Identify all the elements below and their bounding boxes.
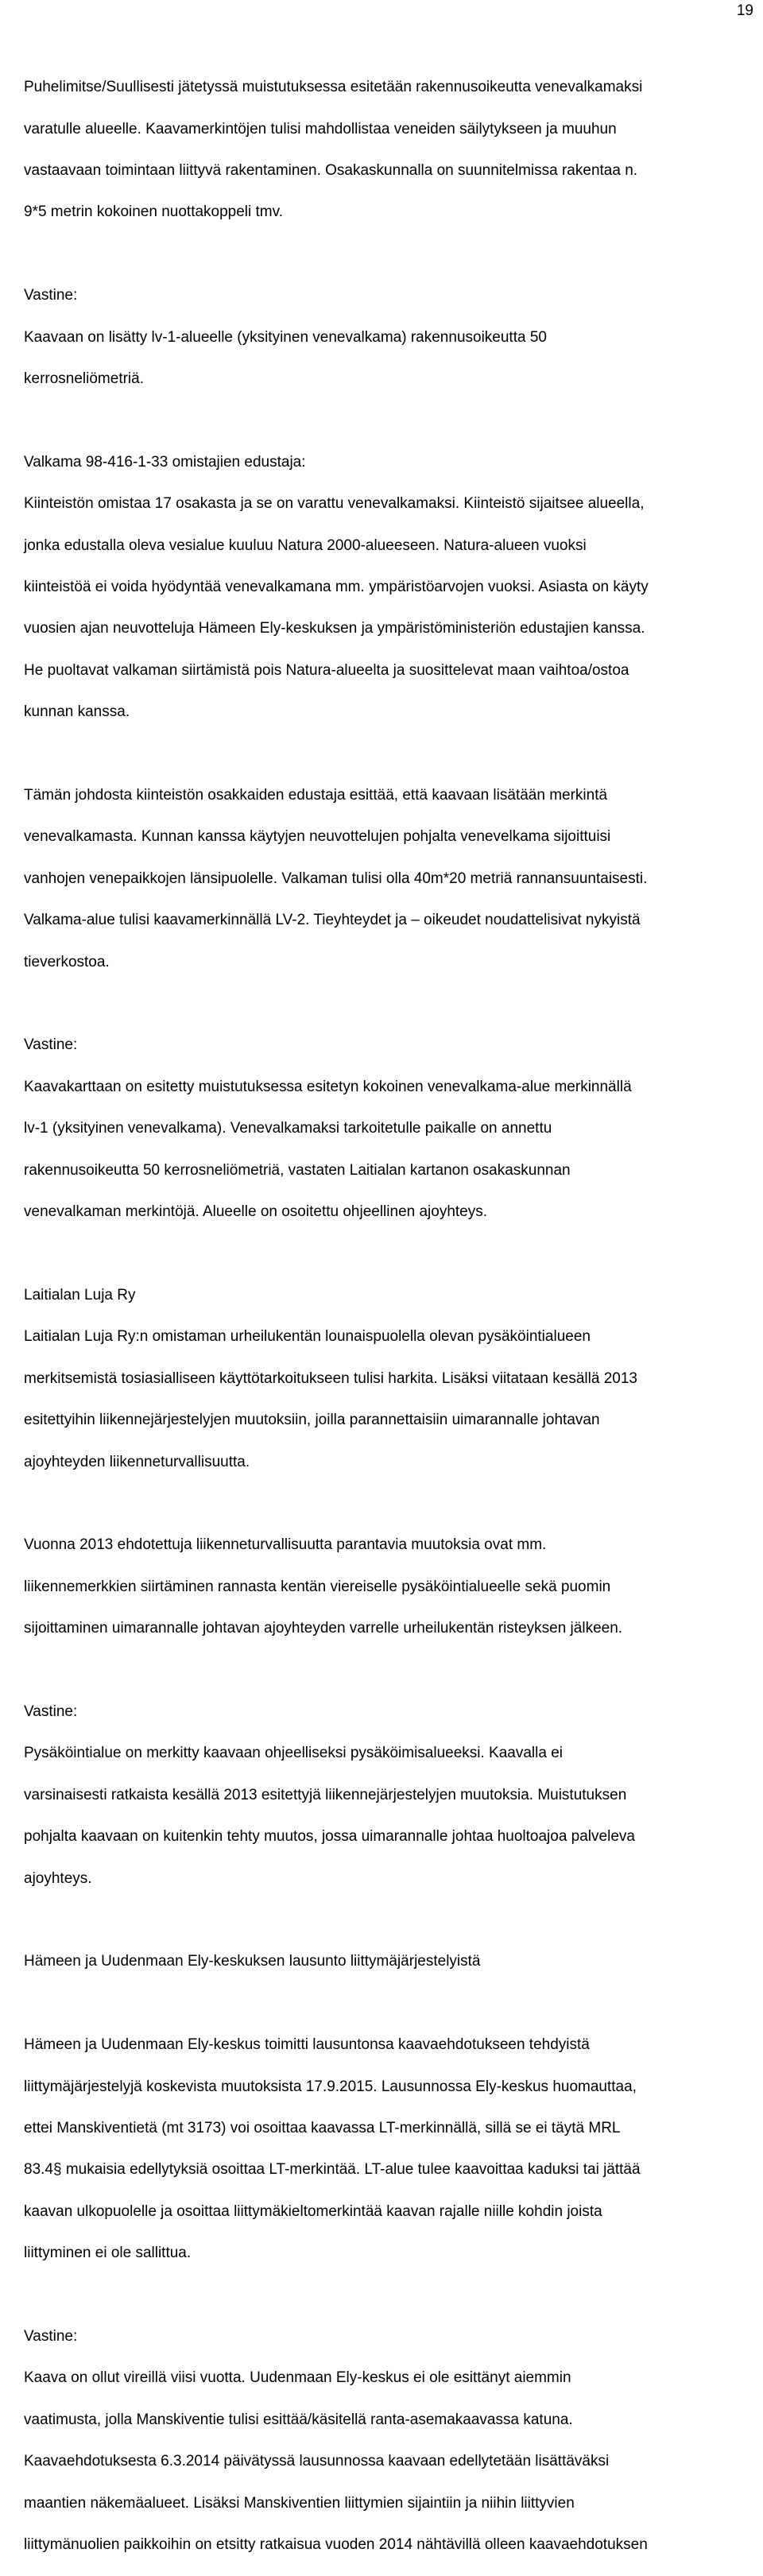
text-line: pohjalta kaavaan on kuitenkin tehty muutos, jossa uimarannalle johtaa huoltoajoa palveleva bbox=[24, 1828, 635, 1846]
text-line: 83.4§ mukaisia edellytyksiä osoittaa LT-merkintää. LT-alue tulee kaavoittaa kaduksi tai jättää bbox=[24, 2161, 641, 2179]
text-line: kaavan ulkopuolelle ja osoittaa liittymäkieltomerkintää kaavan rajalle niille kohdin joista bbox=[24, 2202, 602, 2220]
text-line: sijoittaminen uimarannalle johtavan ajoyhteyden varrelle urheilukentän risteyksen jälkeen. bbox=[24, 1620, 623, 1637]
paragraph-vastine-1 bbox=[24, 265, 752, 410]
text-line: liittyminen ei ole sallittua. bbox=[24, 2245, 192, 2262]
section-heading: Hämeen ja Uudenmaan Ely-keskuksen lausunto liittymäjärjestelyistä bbox=[24, 1953, 481, 1970]
text-line: liittymäjärjestelyjä koskevista muutoksista 17.9.2015. Lausunnossa Ely-keskus huomauttaa, bbox=[24, 2078, 637, 2095]
paragraph-liikenneturvallisuus bbox=[24, 1514, 752, 1660]
text-line: vanhojen venepaikkojen länsipuolelle. Valkaman tulisi olla 40m*20 metriä rannansuuntaisesti. bbox=[24, 870, 648, 887]
text-line: varatulle alueelle. Kaavamerkintöjen tulisi mahdollistaa veneiden säilytykseen ja muuhun bbox=[24, 120, 617, 138]
text-line: Vuonna 2013 ehdotettuja liikenneturvallisuutta parantavia muutoksia ovat mm. bbox=[24, 1536, 547, 1554]
page-number: 19 bbox=[736, 2, 753, 19]
text-line: venevalkaman merkintöjä. Alueelle on osoitettu ohjeellinen ajoyhteys. bbox=[24, 1203, 488, 1221]
text-line: merkitsemistä tosiasialliseen käyttötarkoitukseen tulisi harkita. Lisäksi viitataan kesällä 2013 bbox=[24, 1369, 637, 1387]
text-line: venevalkamasta. Kunnan kanssa käytyjen neuvottelujen pohjalta venevelkama sijoittuisi bbox=[24, 828, 611, 846]
text-line: Puhelimitse/Suullisesti jätetyssä muistutuksessa esitetään rakennusoikeutta venevalkamaksi bbox=[24, 79, 643, 96]
text-line: kiinteistöä ei voida hyödyntää venevalkamana mm. ympäristöarvojen vuoksi. Asiasta on käyty bbox=[24, 579, 649, 596]
text-line: jonka edustalla oleva vesialue kuuluu Natura 2000-alueeseen. Natura-alueen vuoksi bbox=[24, 537, 587, 554]
vastine-heading: Vastine: bbox=[24, 2327, 78, 2345]
paragraph-valkama-omistajat bbox=[24, 432, 752, 744]
text-line: Pysäköintialue on merkitty kaavaan ohjeelliseksi pysäköimisalueeksi. Kaavalla ei bbox=[24, 1745, 564, 1762]
paragraph-vastine-2 bbox=[24, 1014, 752, 1243]
text-line: vaatimusta, jolla Manskiventie tulisi esittää/käsitellä ranta-asemakaavassa katuna. bbox=[24, 2411, 573, 2428]
section-heading: Laitialan Luja Ry bbox=[24, 1286, 136, 1303]
text-line: 9*5 metrin kokoinen nuottakoppeli tmv. bbox=[24, 203, 283, 221]
text-line: Kaavakarttaan on esitetty muistutuksessa esitetyn kokoinen venevalkama-alue merkinnällä bbox=[24, 1078, 632, 1095]
text-line: ajoyhteyden liikenneturvallisuutta. bbox=[24, 1453, 250, 1470]
paragraph-laitialan-luja bbox=[24, 1265, 752, 1493]
paragraph-muistutus-puhelimitse bbox=[24, 56, 752, 244]
vastine-heading: Vastine: bbox=[24, 287, 78, 304]
vastine-heading: Vastine: bbox=[24, 1036, 78, 1054]
paragraph-vastine-4 bbox=[24, 2306, 752, 2576]
text-line: Kiinteistön omistaa 17 osakasta ja se on varattu venevalkamaksi. Kiinteistö sijaitsee alueella, bbox=[24, 495, 645, 513]
section-heading: Valkama 98-416-1-33 omistajien edustaja: bbox=[24, 453, 306, 471]
text-line: Hämeen ja Uudenmaan Ely-keskus toimitti lausuntonsa kaavaehdotukseen tehdyistä bbox=[24, 2036, 590, 2054]
paragraph-valkama-esitys bbox=[24, 765, 752, 994]
text-line: liikennemerkkien siirtäminen rannasta kentän viereiselle pysäköintialueelle sekä puomin bbox=[24, 1578, 611, 1595]
text-line: tieverkostoa. bbox=[24, 953, 110, 970]
paragraph-ely-lausunto bbox=[24, 2014, 752, 2285]
text-line: kerrosneliömetriä. bbox=[24, 370, 144, 388]
text-line: Valkama-alue tulisi kaavamerkinnällä LV-2. Tieyhteydet ja – oikeudet noudattelisivat nykyistä bbox=[24, 912, 641, 929]
paragraph-vastine-3 bbox=[24, 1681, 752, 1910]
text-line: varsinaisesti ratkaista kesällä 2013 esitettyjä liikennejärjestelyjen muutoksia. Muistutuksen bbox=[24, 1786, 627, 1803]
text-line: He puoltavat valkaman siirtämistä pois Natura-alueelta ja suosittelevat maan vaihtoa/ostoa bbox=[24, 661, 629, 679]
text-line: Kaava on ollut vireillä viisi vuotta. Uudenmaan Ely-keskus ei ole esittänyt aiemmin bbox=[24, 2369, 571, 2387]
document-body bbox=[24, 56, 752, 2576]
text-line: kunnan kanssa. bbox=[24, 703, 130, 721]
text-line: liittymänuolien paikkoihin on etsitty ratkaisua vuoden 2014 nähtävillä olleen kaavaehdotuksen bbox=[24, 2536, 648, 2554]
text-line: rakennusoikeutta 50 kerrosneliömetriä, vastaten Laitialan kartanon osakaskunnan bbox=[24, 1161, 571, 1179]
text-line: maantien näkemäalueet. Lisäksi Manskiventien liittymien sijaintiin ja niihin liittyvien bbox=[24, 2494, 575, 2512]
text-line: ajoyhteys. bbox=[24, 1869, 92, 1887]
paragraph-ely-heading bbox=[24, 1931, 752, 1993]
vastine-heading: Vastine: bbox=[24, 1702, 78, 1720]
text-line: ettei Manskiventietä (mt 3173) voi osoittaa kaavassa LT-merkinnällä, sillä se ei täytä MRL bbox=[24, 2119, 621, 2136]
text-line: vuosien ajan neuvotteluja Hämeen Ely-keskuksen ja ympäristöministeriön edustajien kanssa. bbox=[24, 620, 645, 637]
text-line: Kaavaehdotuksesta 6.3.2014 päivätyssä lausunnossa kaavaan edellytetään lisättäväksi bbox=[24, 2453, 610, 2470]
text-line: Tämän johdosta kiinteistön osakkaiden edustaja esittää, että kaavaan lisätään merkintä bbox=[24, 787, 608, 804]
text-line: vastaavaan toimintaan liittyvä rakentaminen. Osakaskunnalla on suunnitelmissa rakentaa n. bbox=[24, 162, 638, 180]
text-line: Laitialan Luja Ry:n omistaman urheilukentän lounaispuolella olevan pysäköintialueen bbox=[24, 1328, 591, 1346]
text-line: Kaavaan on lisätty lv-1-alueelle (yksityinen venevalkama) rakennusoikeutta 50 bbox=[24, 328, 547, 346]
text-line: lv-1 (yksityinen venevalkama). Venevalkamaksi tarkoitetulle paikalle on annettu bbox=[24, 1120, 552, 1137]
text-line: esitettyihin liikennejärjestelyjen muutoksiin, joilla parannettaisiin uimarannalle johtavan bbox=[24, 1412, 600, 1429]
